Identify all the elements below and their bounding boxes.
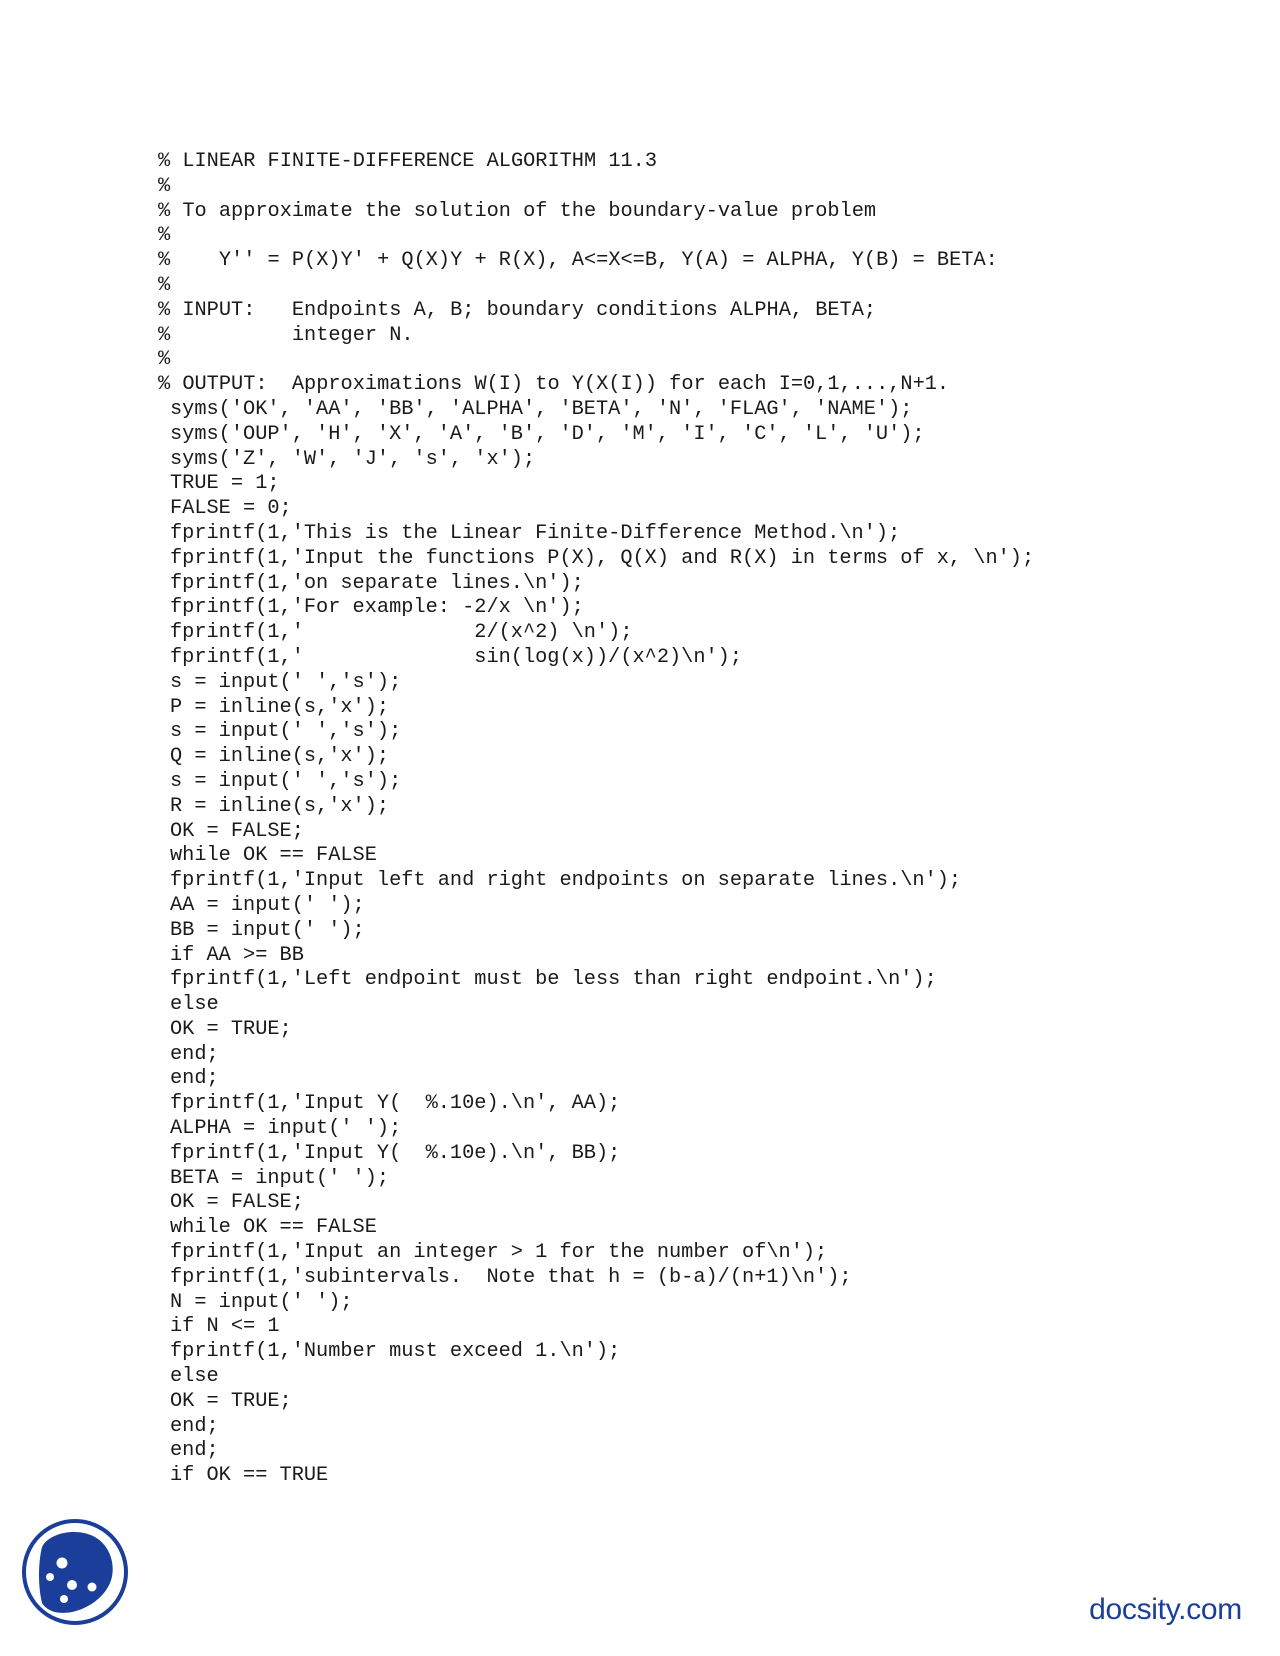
code-line: while OK == FALSE bbox=[170, 844, 377, 868]
code-line: else bbox=[170, 1365, 219, 1389]
code-line: syms('Z', 'W', 'J', 's', 'x'); bbox=[170, 447, 536, 471]
code-line: fprintf(1,'on separate lines.\n'); bbox=[170, 571, 584, 595]
docsity-brand-text[interactable]: docsity.com bbox=[1089, 1593, 1242, 1626]
code-line: if OK == TRUE bbox=[170, 1464, 329, 1488]
code-line: if N <= 1 bbox=[170, 1315, 280, 1339]
code-line: % Y'' = P(X)Y' + Q(X)Y + R(X), A<=X<=B, Y(A) = ALPHA, Y(B) = BETA: bbox=[158, 249, 998, 273]
code-line: % bbox=[158, 174, 171, 198]
code-listing bbox=[158, 150, 1034, 1489]
code-line: ALPHA = input(' '); bbox=[170, 1117, 402, 1141]
code-line: s = input(' ','s'); bbox=[170, 769, 402, 793]
code-line: end; bbox=[170, 1439, 219, 1463]
code-line: fprintf(1,' sin(log(x))/(x^2)\n'); bbox=[170, 645, 743, 669]
code-line: % bbox=[158, 224, 171, 248]
docsity-logo-icon bbox=[20, 1517, 130, 1627]
code-line: syms('OK', 'AA', 'BB', 'ALPHA', 'BETA', 'N', 'FLAG', 'NAME'); bbox=[170, 397, 913, 421]
code-line: % OUTPUT: Approximations W(I) to Y(X(I)) for each I=0,1,...,N+1. bbox=[158, 373, 950, 397]
code-line: % INPUT: Endpoints A, B; boundary conditions ALPHA, BETA; bbox=[158, 298, 877, 322]
code-line: while OK == FALSE bbox=[170, 1216, 377, 1240]
code-line: fprintf(1,'Input the functions P(X), Q(X) and R(X) in terms of x, \n'); bbox=[170, 546, 1035, 570]
code-line: R = inline(s,'x'); bbox=[170, 794, 390, 818]
code-line: fprintf(1,' 2/(x^2) \n'); bbox=[170, 621, 633, 645]
code-line: Q = inline(s,'x'); bbox=[170, 745, 390, 769]
code-line: fprintf(1,'Input an integer > 1 for the number of\n'); bbox=[170, 1241, 828, 1265]
code-line: P = inline(s,'x'); bbox=[170, 695, 390, 719]
code-line: FALSE = 0; bbox=[170, 497, 292, 521]
code-line: end; bbox=[170, 1414, 219, 1438]
code-line: % bbox=[158, 348, 171, 372]
code-line: fprintf(1,'subintervals. Note that h = (b-a)/(n+1)\n'); bbox=[170, 1265, 852, 1289]
code-line: if AA >= BB bbox=[170, 943, 304, 967]
code-line: fprintf(1,'For example: -2/x \n'); bbox=[170, 596, 584, 620]
code-line: fprintf(1,'Input Y( %.10e).\n', BB); bbox=[170, 1141, 621, 1165]
code-line: fprintf(1,'Number must exceed 1.\n'); bbox=[170, 1340, 621, 1364]
code-line: fprintf(1,'Left endpoint must be less than right endpoint.\n'); bbox=[170, 968, 937, 992]
code-line: AA = input(' '); bbox=[170, 893, 365, 917]
code-line: OK = TRUE; bbox=[170, 1017, 292, 1041]
code-line: end; bbox=[170, 1042, 219, 1066]
code-line: BETA = input(' '); bbox=[170, 1166, 390, 1190]
code-line: OK = TRUE; bbox=[170, 1389, 292, 1413]
code-line: BB = input(' '); bbox=[170, 918, 365, 942]
code-line: OK = FALSE; bbox=[170, 1191, 304, 1215]
code-line: fprintf(1,'This is the Linear Finite-Difference Method.\n'); bbox=[170, 521, 901, 545]
code-line: TRUE = 1; bbox=[170, 472, 280, 496]
code-line: end; bbox=[170, 1067, 219, 1091]
code-line: s = input(' ','s'); bbox=[170, 670, 402, 694]
code-line: s = input(' ','s'); bbox=[170, 720, 402, 744]
code-line: syms('OUP', 'H', 'X', 'A', 'B', 'D', 'M', 'I', 'C', 'L', 'U'); bbox=[170, 422, 925, 446]
code-line: % integer N. bbox=[158, 323, 414, 347]
code-line: % LINEAR FINITE-DIFFERENCE ALGORITHM 11.3 bbox=[158, 150, 657, 173]
code-line: fprintf(1,'Input left and right endpoints on separate lines.\n'); bbox=[170, 869, 962, 893]
code-line: OK = FALSE; bbox=[170, 819, 304, 843]
code-line: N = input(' '); bbox=[170, 1290, 353, 1314]
code-line: % To approximate the solution of the boundary-value problem bbox=[158, 199, 877, 223]
code-line: fprintf(1,'Input Y( %.10e).\n', AA); bbox=[170, 1092, 621, 1116]
code-line: else bbox=[170, 993, 219, 1017]
code-line: % bbox=[158, 273, 171, 297]
